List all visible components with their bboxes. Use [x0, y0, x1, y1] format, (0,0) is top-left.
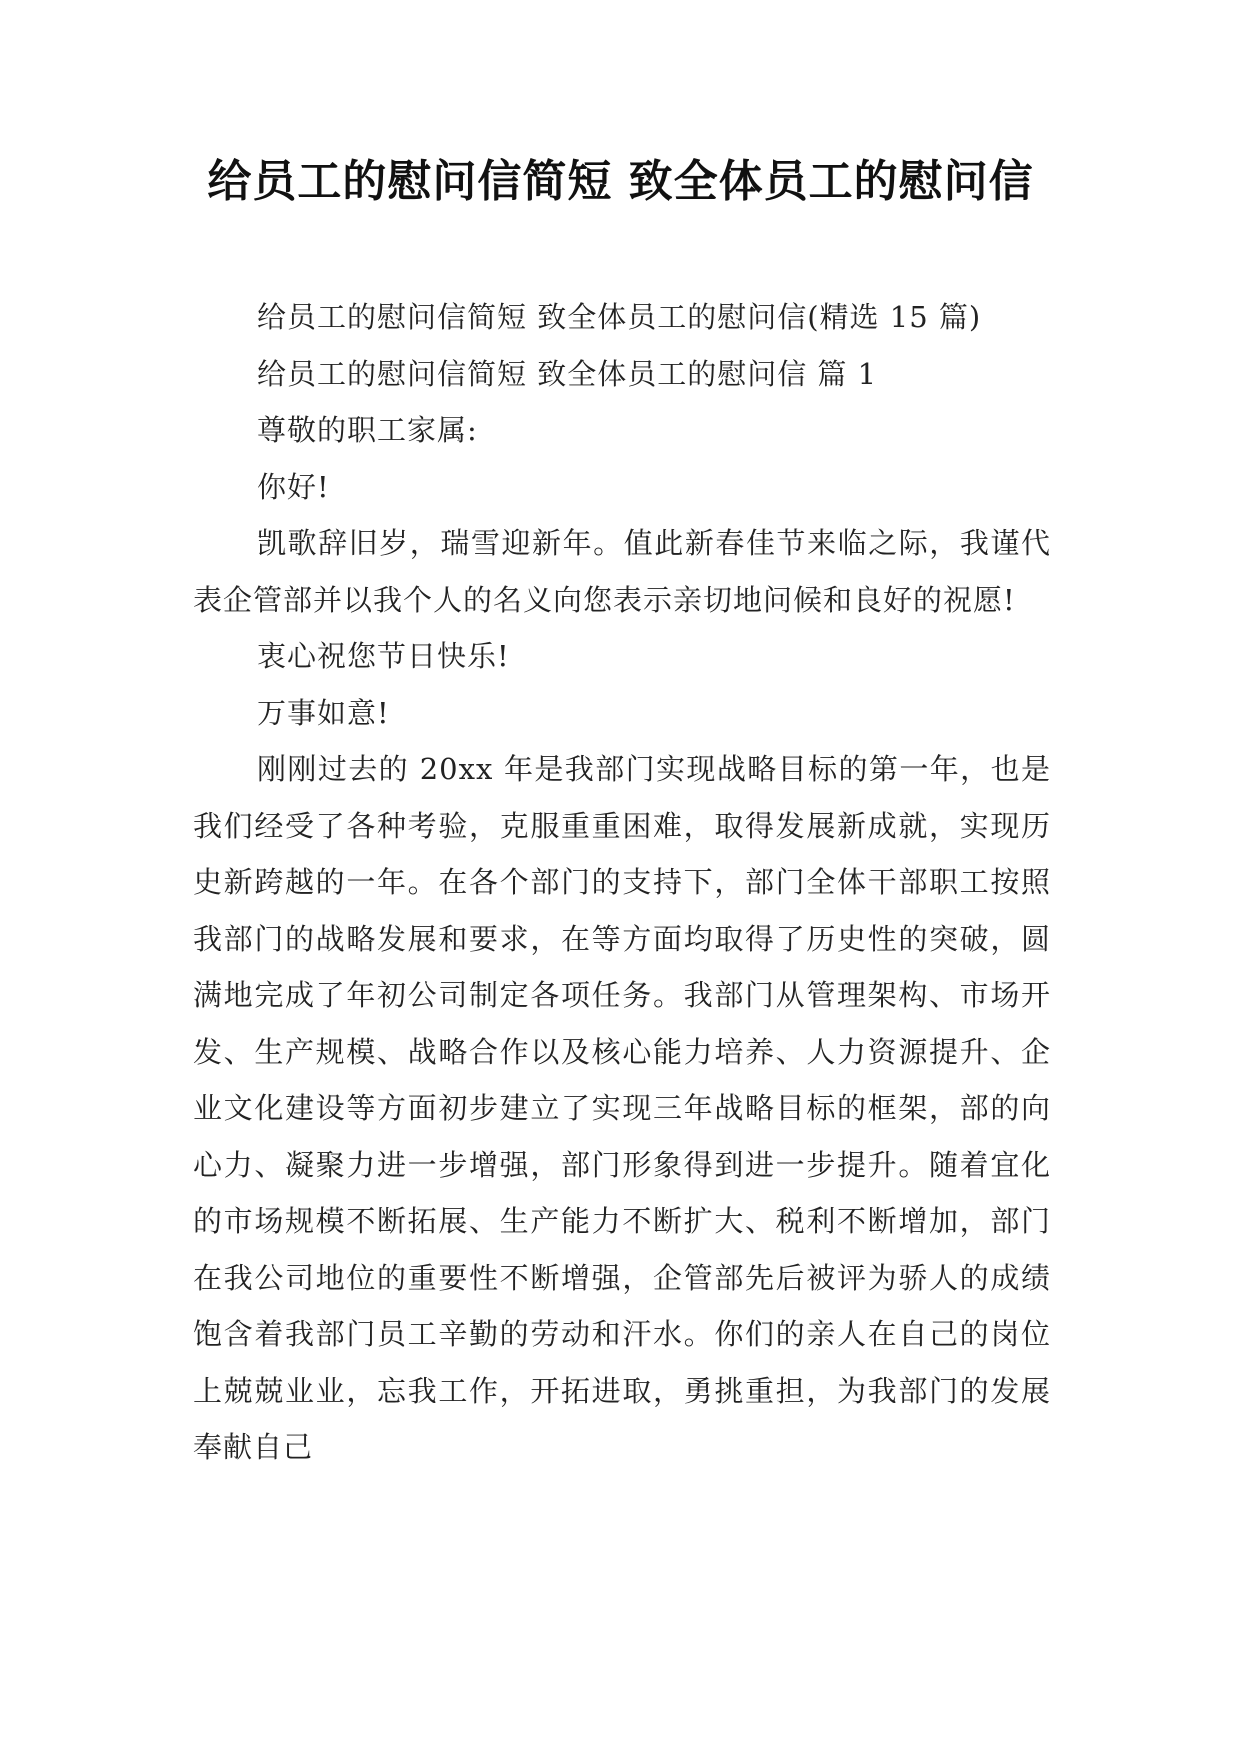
paragraph-good-fortune: 万事如意! [257, 695, 390, 730]
paragraph-greeting: 你好! [257, 469, 330, 504]
paragraph-subtitle: 给员工的慰问信简短 致全体员工的慰问信(精选 15 篇) [257, 300, 982, 334]
paragraph-salutation: 尊敬的职工家属: [257, 413, 478, 447]
paragraph-year-review: 刚刚过去的 20xx 年是我部门实现战略目标的第一年，也是我们经受了各种考验，克服重重困难，取得发展新成就，实现历史新跨越的一年。在各个部门的支持下，部门全体干部职工按照我部门的战略发展和要求，在等方面均取得了历史性的突破，圆满地完成了年初公司制定各项任务。我部门从管理架构、市场开发、生产规模、战略合作以及核心能力培养、人力资源提升、企业文化建设等方面初步建立了实现三年战略目标的框架，部的向心力、凝聚力进一步增强，部门形象得到进一步提升。随着宜化的市场规模不断拓展、生产能力不断扩大、税利不断增加，部门在我公司地位的重要性不断增强，企管部先后被评为骄人的成绩饱含着我部门员工辛勤的劳动和汗水。你们的亲人在自己的岗位上兢兢业业，忘我工作，开拓进取，勇挑重担，为我部门的发展奉献自己 [193, 752, 1051, 1464]
paragraph-section-heading: 给员工的慰问信简短 致全体员工的慰问信 篇 1 [257, 356, 878, 391]
document-body [193, 289, 1051, 1476]
paragraph-new-year-wishes: 凯歌辞旧岁，瑞雪迎新年。值此新春佳节来临之际，我谨代表企管部并以我个人的名义向您表示亲切地问候和良好的祝愿! [193, 526, 1051, 617]
paragraph-holiday-wish: 衷心祝您节日快乐! [257, 639, 510, 673]
document-title: 给员工的慰问信简短 致全体员工的慰问信 [207, 156, 1034, 207]
